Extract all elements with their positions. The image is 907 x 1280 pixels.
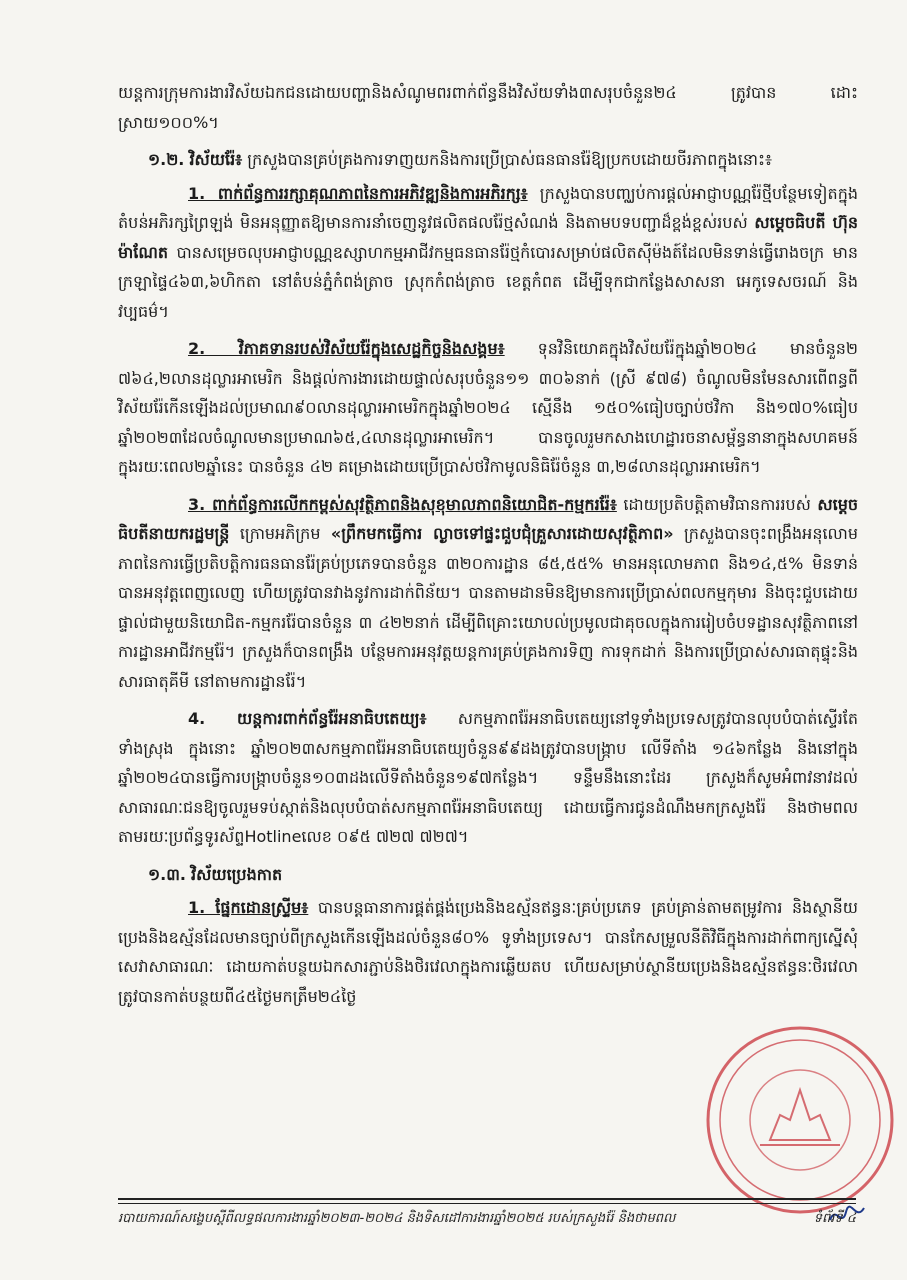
intro-paragraph: យន្តការក្រុមការងារវិស័យឯកជនដោយបញ្ហានិងសំណូមពរពាក់ព័ន្ធនឹងវិស័យទាំង៣សរុបចំនួន២៤ ត្រូវបាន ដោះស្រាយ១០០%។ xyxy=(118,83,858,132)
item-2-paragraph xyxy=(118,334,858,482)
item-1-label: 1. ពាក់ព័ន្ធការរក្សាគុណភាពនៃការអភិវឌ្ឍនិងការអភិរក្ស៖ xyxy=(188,183,528,203)
item-3-label: 3. ពាក់ព័ន្ធការលើកកម្ពស់សុវត្ថិភាពនិងសុខុមាលភាពនិយោជិត-កម្មកររ៉ែ៖ xyxy=(188,494,617,514)
item-3-text-a: ដោយប្រតិបត្តិតាមវិធានការរបស់ xyxy=(623,494,811,514)
item-3-bold: សម្តេចធិបតីនាយករដ្ឋមន្ត្រី xyxy=(118,494,858,543)
item-1-text-b: បានសម្រេចលុបអាជ្ញាបណ្ណឧស្សាហកម្មអាជីវកម្មធនធានរ៉ែថ្មកំបោរសម្រាប់ផលិតស៊ីម៉ងត៍ដែលមិនទាន់ធ្វើរោងចក្រ មានក្រឡាផ្ទៃ៤៦៣,៦ហិកតា នៅតំបន់ភ្នំកំពង់ត្រាច ស្រុកកំពង់ត្រាច ខេត្តកំពត ដើម្បីទុកជាកន្លែងសាសនា អេកូទេសចរណ៍ និងវប្បធម៌។ xyxy=(118,242,858,321)
footer-title: របាយការណ៍សង្ខេបស្តីពីលទ្ធផលការងារឆ្នាំ២០២៣-២០២៤ និងទិសដៅការងារឆ្នាំ២០២៥ របស់ក្រសួងរ៉ែ និងថាមពល xyxy=(118,1211,676,1226)
page-footer xyxy=(118,1210,856,1229)
item-4-text: សកម្មភាពរ៉ែអនាធិបតេយ្យនៅទូទាំងប្រទេសត្រូវបានលុបបំបាត់ស្ទើរតែទាំងស្រុង ក្នុងនោះ ឆ្នាំ២០២៣សកម្មភាពរ៉ែអនាធិបតេយ្យចំនួន៩៩ដងត្រូវបានបង្ក្រាប លើទីតាំង ១៤៦កន្លែង និងនៅក្នុងឆ្នាំ២០២៤បានធ្វើការបង្ក្រាបចំនួន១០៣ដងលើទីតាំងចំនួន១៩៧កន្លែង។ ទន្ទឹមនឹងនោះដែរ ក្រសួងក៏សូមអំពាវនាវដល់សាធារណៈជនឱ្យចូលរួមទប់ស្កាត់និងលុបបំបាត់សកម្មភាពរ៉ែអនាធិបតេយ្យ ដោយធ្វើការជូនដំណឹងមកក្រសួងរ៉ែ និងថាមពល តាមរយៈប្រព័ន្ធទូរស័ព្ទHotlineលេខ ០៩៥ ៧២៧ ៧២៧។ xyxy=(118,709,858,846)
section-heading-mines xyxy=(148,145,858,175)
item-5-text: បានបន្តធានាការផ្គត់ផ្គង់ប្រេងនិងឧស្ម័នឥន្ធនៈគ្រប់ប្រភេទ គ្រប់គ្រាន់តាមតម្រូវការ និងស្ថានីយប្រេងនិងឧស្ម័នដែលមានច្បាប់ពីក្រសួងកើនឡើងដល់ចំនួន៨០% ទូទាំងប្រទេស។ បានកែសម្រួលនីតិវិធីក្នុងការដាក់ពាក្យស្នើសុំសេវាសាធារណៈ ដោយកាត់បន្ថយឯកសារភ្ជាប់និងថិរវេលាក្នុងការឆ្លើយតប ហើយសម្រាប់ស្ថានីយប្រេងនិងឧស្ម័នឥន្ធនៈថិរវេលាត្រូវបានកាត់បន្ថយពី៤៥ថ្ងៃមកត្រឹម២៤ថ្ងៃ xyxy=(118,898,858,1006)
item-1-paragraph xyxy=(118,179,858,327)
section-heading-petroleum xyxy=(148,860,858,890)
section-title: វិស័យរ៉ែ៖ xyxy=(189,150,243,169)
item-1-bold: សម្តេចធិបតី ហ៊ុន ម៉ាណែត xyxy=(118,213,858,262)
item-5-paragraph xyxy=(118,893,858,1011)
item-4-paragraph xyxy=(118,704,858,852)
section-text: ក្រសួងបានគ្រប់គ្រងការទាញយកនិងការប្រើប្រាស់ធនធានរ៉ែឱ្យប្រកបដោយចីរភាពក្នុងនោះ៖ xyxy=(247,150,773,169)
page-number: ទំព័រទី ៤ xyxy=(813,1211,856,1226)
item-2-label: 2. វិភាគទានរបស់វិស័យរ៉ែក្នុងសេដ្ឋកិច្ចនិងសង្គម៖ xyxy=(188,339,505,358)
item-3-paragraph xyxy=(118,490,858,697)
item-3-text-c: ក្រសួងបានចុះពង្រឹងអនុលោមភាពនៃការធ្វើប្រតិបត្តិការធនធានរ៉ែគ្រប់ប្រភេទបានចំនួន ៣២០ការដ្ឋាន ៨៥,៥៥% មានអនុលោមភាព និង១៤,៥% មិនទាន់បានអនុវត្តពេញលេញ ហើយត្រូវបានវាងនូវការដាក់ពិន័យ។ បានតាមដានមិនឱ្យមានការប្រើប្រាស់ពលកម្មកុមារ និងចុះជួបដោយផ្ទាល់ជាមួយនិយោជិត-កម្មកររ៉ែបានចំនួន ៣ ៤២២នាក់ ដើម្បីពិគ្រោះយោបល់ប្រមូលជាគុចលក្នុងការរៀបចំបទដ្ឋានសុវត្ថិភាពនៅការដ្ឋានអាជីវកម្មរ៉ែ។ ក្រសួងក៏បានពង្រឹង បន្ថែមការអនុវត្តយន្តការគ្រប់គ្រងការទិញ ការទុកដាក់ និងការប្រើប្រាស់សារធាតុផ្ទុះនិងសារធាតុគីមី នៅតាមការដ្ឋានរ៉ែ។ xyxy=(118,524,859,691)
item-3-bold-2: «ព្រឹកមកធ្វើការ ល្ងាចទៅផ្ទះជួបជុំគ្រួសារដោយសុវត្ថិភាព» xyxy=(330,524,674,543)
section-number-2: ១.៣. xyxy=(148,864,186,884)
item-3-text-b: ក្រោមអភិក្រម xyxy=(239,524,321,543)
item-4-label: 4. យន្តការពាក់ព័ន្ធរ៉ែអនាធិបតេយ្យ៖ xyxy=(188,709,427,728)
document-body xyxy=(118,78,858,1019)
official-seal xyxy=(700,1020,900,1220)
item-2-text: ទុនវិនិយោគក្នុងវិស័យរ៉ែក្នុងឆ្នាំ២០២៤ មានចំនួន២ ៧៦៤,២លានដុល្លារអាមេរិក និងផ្តល់ការងារដោយផ្ទាល់សរុបចំនួន១១ ៣០៦នាក់ (ស្រី ៩៧៨) ចំណូលមិនមែនសារពើពន្ធពីវិស័យរ៉ែកើនឡើងដល់ប្រមាណ៩០លានដុល្លារអាមេរិកក្នុងឆ្នាំ២០២៤ ស្មើនឹង ១៥០%ធៀបច្បាប់ថវិកា និង១៧០%ធៀបឆ្នាំ២០២៣ដែលចំណូលមានប្រមាណ៦៥,៤លានដុល្លារអាមេរិក។ បានចូលរួមកសាងហេដ្ឋារចនាសម្ព័ន្ធនានាក្នុងសហគមន៍ ក្នុងរយៈពេល២ឆ្នាំនេះ បានចំនួន ៤២ គម្រោងដោយប្រើប្រាស់ថវិកាមូលនិធិរ៉ែចំនួន ៣,២៨លានដុល្លារអាមេរិក។ xyxy=(118,339,859,476)
item-5-label: 1. ផ្នែកដោនស្ទ្រីម៖ xyxy=(188,898,309,917)
footer-rule-thin xyxy=(118,1203,856,1204)
section-number: ១.២. xyxy=(148,150,185,169)
footer-rule xyxy=(118,1198,856,1200)
item-1-text-a: ក្រសួងបានបញ្ឈប់ការផ្តល់អាជ្ញាបណ្ណរ៉ែថ្មីបន្ថែមទៀតក្នុងតំបន់អភិរក្សព្រៃឡង់ មិនអនុញ្ញាតឱ្យមានការនាំចេញនូវផលិតផលរ៉ែថ្មសំណង់ និងតាមបទបញ្ជាដ៏ខ្ពង់ខ្ពស់របស់ xyxy=(118,183,858,232)
section-title-2: វិស័យប្រេងកាត xyxy=(191,864,283,884)
